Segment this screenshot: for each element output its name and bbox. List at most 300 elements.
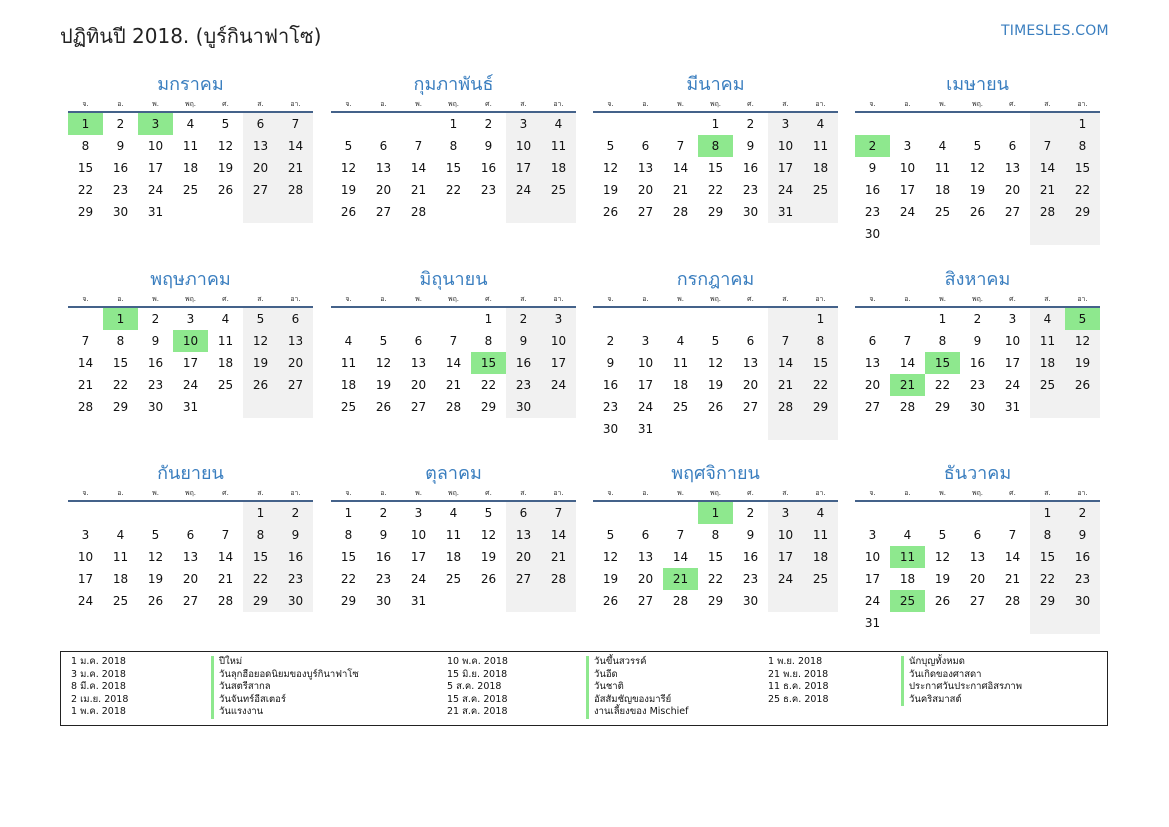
legend-dates-col-3 bbox=[768, 656, 829, 706]
day-cell: 23 bbox=[742, 183, 759, 197]
day-cell: 4 bbox=[221, 312, 230, 326]
day-cell: 30 bbox=[375, 594, 392, 608]
day-cell: 23 bbox=[864, 205, 881, 219]
holiday-day-cell: 25 bbox=[890, 590, 925, 612]
day-cell: 8 bbox=[484, 334, 493, 348]
empty-cell bbox=[890, 113, 925, 135]
day-cell: 27 bbox=[637, 594, 654, 608]
month-name: มกราคม bbox=[157, 74, 224, 95]
day-grid bbox=[855, 308, 1100, 418]
day-cell: 19 bbox=[147, 572, 164, 586]
day-cell: 6 bbox=[973, 528, 982, 542]
holiday-day-cell: 15 bbox=[925, 352, 960, 374]
day-cell: 8 bbox=[711, 528, 720, 542]
day-cell: 6 bbox=[379, 139, 388, 153]
day-cell: 17 bbox=[1004, 356, 1021, 370]
empty-cell bbox=[628, 113, 663, 135]
day-grid bbox=[331, 113, 576, 223]
empty-cell bbox=[278, 201, 313, 223]
day-cell: 18 bbox=[934, 183, 951, 197]
empty-cell bbox=[768, 418, 803, 440]
weekend-day-cell: 5 bbox=[243, 308, 278, 330]
empty-cell bbox=[436, 308, 471, 330]
empty-cell bbox=[1030, 612, 1065, 634]
weekend-day-cell: 13 bbox=[243, 135, 278, 157]
day-cell: 24 bbox=[182, 378, 199, 392]
weekend-day-cell: 7 bbox=[768, 330, 803, 352]
holiday-day-cell: 3 bbox=[138, 113, 173, 135]
month-calendar bbox=[855, 461, 1100, 634]
day-cell: 5 bbox=[344, 139, 353, 153]
legend-holiday-name: วันจันทร์อีสเตอร์ bbox=[211, 694, 359, 707]
weekend-day-cell: 9 bbox=[278, 524, 313, 546]
day-cell: 11 bbox=[672, 356, 689, 370]
weekday-label: ศ. bbox=[747, 100, 754, 108]
day-cell: 19 bbox=[340, 183, 357, 197]
weekday-label: อ. bbox=[117, 100, 124, 108]
weekend-day-cell: 29 bbox=[803, 396, 838, 418]
legend-holiday-name: ปีใหม่ bbox=[211, 656, 359, 669]
day-cell: 6 bbox=[1008, 139, 1017, 153]
day-cell: 30 bbox=[742, 594, 759, 608]
day-cell: 18 bbox=[445, 550, 462, 564]
day-cell: 25 bbox=[672, 400, 689, 414]
day-cell: 2 bbox=[746, 117, 755, 131]
legend-date: 2 เม.ย. 2018 bbox=[71, 693, 129, 705]
day-grid bbox=[68, 113, 313, 223]
day-cell: 3 bbox=[414, 506, 423, 520]
weekend-day-cell: 24 bbox=[541, 374, 576, 396]
empty-cell bbox=[925, 502, 960, 524]
day-cell: 16 bbox=[864, 183, 881, 197]
day-grid bbox=[331, 502, 576, 612]
empty-cell bbox=[960, 612, 995, 634]
weekend-day-cell: 3 bbox=[768, 113, 803, 135]
day-cell: 21 bbox=[672, 183, 689, 197]
weekend-day-cell: 25 bbox=[803, 568, 838, 590]
month-name: พฤศจิกายน bbox=[671, 463, 760, 484]
weekday-label: พ. bbox=[152, 295, 159, 303]
day-cell: 5 bbox=[379, 334, 388, 348]
month-calendar bbox=[593, 267, 838, 440]
day-cell: 26 bbox=[602, 594, 619, 608]
weekend-day-cell: 22 bbox=[243, 568, 278, 590]
weekday-label: อ. bbox=[380, 489, 387, 497]
day-cell: 26 bbox=[340, 205, 357, 219]
legend-holiday-name: ประกาศวันประกาศอิสรภาพ bbox=[901, 681, 1022, 694]
legend-date: 10 พ.ค. 2018 bbox=[447, 656, 508, 667]
day-cell: 14 bbox=[672, 161, 689, 175]
day-cell: 17 bbox=[899, 183, 916, 197]
legend-date: 15 ส.ค. 2018 bbox=[447, 693, 508, 705]
day-cell: 18 bbox=[340, 378, 357, 392]
weekday-header bbox=[593, 487, 838, 502]
day-cell: 26 bbox=[707, 400, 724, 414]
empty-cell bbox=[733, 418, 768, 440]
empty-cell bbox=[506, 590, 541, 612]
day-cell: 8 bbox=[344, 528, 353, 542]
day-cell: 14 bbox=[445, 356, 462, 370]
day-cell: 5 bbox=[973, 139, 982, 153]
day-cell: 6 bbox=[868, 334, 877, 348]
day-cell: 19 bbox=[969, 183, 986, 197]
day-cell: 3 bbox=[903, 139, 912, 153]
day-cell: 7 bbox=[903, 334, 912, 348]
weekend-day-cell: 11 bbox=[541, 135, 576, 157]
empty-cell bbox=[803, 418, 838, 440]
weekday-label: ส. bbox=[1044, 100, 1051, 108]
weekday-label: ส. bbox=[782, 489, 789, 497]
empty-cell bbox=[768, 590, 803, 612]
weekday-label: อ. bbox=[642, 295, 649, 303]
empty-cell bbox=[855, 113, 890, 135]
legend-names-col-3 bbox=[901, 656, 1022, 706]
legend-date: 21 พ.ย. 2018 bbox=[768, 668, 829, 680]
holiday-day-cell: 15 bbox=[471, 352, 506, 374]
day-cell: 13 bbox=[742, 356, 759, 370]
weekend-day-cell: 3 bbox=[768, 502, 803, 524]
day-cell: 8 bbox=[449, 139, 458, 153]
day-cell: 22 bbox=[112, 378, 129, 392]
holiday-day-cell: 2 bbox=[855, 135, 890, 157]
weekend-day-cell: 7 bbox=[541, 502, 576, 524]
legend-holiday-name: วันแรงงาน bbox=[211, 706, 359, 719]
empty-cell bbox=[663, 502, 698, 524]
day-cell: 17 bbox=[182, 356, 199, 370]
weekday-label: จ. bbox=[82, 100, 89, 108]
day-cell: 7 bbox=[81, 334, 90, 348]
weekday-label: ส. bbox=[1044, 489, 1051, 497]
day-cell: 24 bbox=[864, 594, 881, 608]
day-cell: 25 bbox=[182, 183, 199, 197]
empty-cell bbox=[890, 612, 925, 634]
day-cell: 26 bbox=[969, 205, 986, 219]
weekend-day-cell: 2 bbox=[506, 308, 541, 330]
weekend-day-cell: 20 bbox=[506, 546, 541, 568]
day-cell: 6 bbox=[641, 528, 650, 542]
day-cell: 15 bbox=[77, 161, 94, 175]
day-cell: 21 bbox=[445, 378, 462, 392]
empty-cell bbox=[436, 201, 471, 223]
day-cell: 16 bbox=[742, 161, 759, 175]
day-cell: 27 bbox=[182, 594, 199, 608]
weekend-day-cell: 23 bbox=[506, 374, 541, 396]
empty-cell bbox=[331, 113, 366, 135]
day-cell: 22 bbox=[934, 378, 951, 392]
day-cell: 10 bbox=[899, 161, 916, 175]
weekend-day-cell: 6 bbox=[278, 308, 313, 330]
weekend-day-cell: 3 bbox=[506, 113, 541, 135]
legend-date: 1 ม.ค. 2018 bbox=[71, 656, 126, 667]
day-grid bbox=[593, 308, 838, 440]
weekend-day-cell: 29 bbox=[243, 590, 278, 612]
weekday-header bbox=[593, 98, 838, 113]
weekday-label: พ. bbox=[677, 295, 684, 303]
weekday-label: พ. bbox=[415, 100, 422, 108]
weekday-label: จ. bbox=[607, 489, 614, 497]
day-cell: 30 bbox=[147, 400, 164, 414]
day-cell: 6 bbox=[746, 334, 755, 348]
day-cell: 1 bbox=[938, 312, 947, 326]
empty-cell bbox=[138, 502, 173, 524]
day-cell: 4 bbox=[116, 528, 125, 542]
weekday-label: อ. bbox=[380, 100, 387, 108]
day-cell: 24 bbox=[1004, 378, 1021, 392]
day-cell: 30 bbox=[112, 205, 129, 219]
weekend-day-cell: 9 bbox=[1065, 524, 1100, 546]
day-cell: 24 bbox=[637, 400, 654, 414]
day-cell: 23 bbox=[480, 183, 497, 197]
day-cell: 12 bbox=[934, 550, 951, 564]
weekend-day-cell: 23 bbox=[1065, 568, 1100, 590]
weekend-day-cell: 26 bbox=[1065, 374, 1100, 396]
day-cell: 8 bbox=[938, 334, 947, 348]
weekend-day-cell: 15 bbox=[243, 546, 278, 568]
empty-cell bbox=[663, 308, 698, 330]
weekend-day-cell: 16 bbox=[506, 352, 541, 374]
day-cell: 11 bbox=[217, 334, 234, 348]
day-cell: 2 bbox=[746, 506, 755, 520]
weekend-day-cell: 9 bbox=[506, 330, 541, 352]
empty-cell bbox=[68, 502, 103, 524]
day-cell: 7 bbox=[414, 139, 423, 153]
day-cell: 20 bbox=[742, 378, 759, 392]
weekday-label: อ. bbox=[904, 295, 911, 303]
month-name: พฤษภาคม bbox=[150, 269, 231, 290]
weekday-label: อา. bbox=[553, 295, 564, 303]
day-cell: 16 bbox=[480, 161, 497, 175]
weekend-day-cell: 13 bbox=[278, 330, 313, 352]
weekend-day-cell: 4 bbox=[803, 502, 838, 524]
weekday-label: ศ. bbox=[747, 489, 754, 497]
empty-cell bbox=[278, 396, 313, 418]
day-cell: 8 bbox=[81, 139, 90, 153]
weekday-label: พฤ. bbox=[184, 489, 197, 497]
day-cell: 3 bbox=[868, 528, 877, 542]
day-cell: 24 bbox=[410, 572, 427, 586]
empty-cell bbox=[698, 418, 733, 440]
month-name: กุมภาพันธ์ bbox=[413, 74, 494, 95]
legend-dates-col-2 bbox=[447, 656, 508, 719]
day-cell: 29 bbox=[340, 594, 357, 608]
weekend-day-cell: 30 bbox=[1065, 590, 1100, 612]
day-cell: 10 bbox=[77, 550, 94, 564]
day-cell: 31 bbox=[410, 594, 427, 608]
weekday-label: ส. bbox=[520, 295, 527, 303]
holiday-day-cell: 21 bbox=[890, 374, 925, 396]
empty-cell bbox=[768, 308, 803, 330]
day-cell: 15 bbox=[112, 356, 129, 370]
day-cell: 1 bbox=[449, 117, 458, 131]
weekend-day-cell: 10 bbox=[768, 135, 803, 157]
weekend-day-cell: 27 bbox=[506, 568, 541, 590]
day-cell: 26 bbox=[602, 205, 619, 219]
day-cell: 23 bbox=[742, 572, 759, 586]
weekend-day-cell: 1 bbox=[243, 502, 278, 524]
day-cell: 7 bbox=[221, 528, 230, 542]
weekend-day-cell: 8 bbox=[803, 330, 838, 352]
month-name: มิถุนายน bbox=[419, 269, 488, 290]
day-cell: 18 bbox=[899, 572, 916, 586]
weekday-label: พฤ. bbox=[447, 295, 460, 303]
empty-cell bbox=[541, 590, 576, 612]
day-cell: 11 bbox=[112, 550, 129, 564]
day-cell: 27 bbox=[969, 594, 986, 608]
holiday-day-cell: 10 bbox=[173, 330, 208, 352]
day-cell: 26 bbox=[147, 594, 164, 608]
weekend-day-cell: 28 bbox=[278, 179, 313, 201]
weekday-label: พฤ. bbox=[971, 489, 984, 497]
empty-cell bbox=[401, 113, 436, 135]
legend-date: 25 ธ.ค. 2018 bbox=[768, 693, 829, 705]
brand-link[interactable]: TIMESLES.COM bbox=[1001, 23, 1109, 39]
holiday-legend bbox=[60, 651, 1108, 726]
day-cell: 12 bbox=[375, 356, 392, 370]
day-cell: 25 bbox=[112, 594, 129, 608]
weekday-label: อ. bbox=[904, 489, 911, 497]
weekday-label: ศ. bbox=[1009, 100, 1016, 108]
day-cell: 31 bbox=[182, 400, 199, 414]
day-cell: 12 bbox=[602, 550, 619, 564]
weekend-day-cell: 19 bbox=[1065, 352, 1100, 374]
weekend-day-cell: 2 bbox=[1065, 502, 1100, 524]
weekend-day-cell: 21 bbox=[1030, 179, 1065, 201]
day-cell: 18 bbox=[112, 572, 129, 586]
weekday-label: ส. bbox=[520, 489, 527, 497]
empty-cell bbox=[890, 308, 925, 330]
empty-cell bbox=[593, 502, 628, 524]
weekend-day-cell: 8 bbox=[243, 524, 278, 546]
weekend-day-cell: 24 bbox=[506, 179, 541, 201]
day-cell: 12 bbox=[147, 550, 164, 564]
empty-cell bbox=[698, 308, 733, 330]
month-calendar bbox=[68, 267, 313, 418]
empty-cell bbox=[855, 308, 890, 330]
day-cell: 22 bbox=[480, 378, 497, 392]
day-cell: 26 bbox=[217, 183, 234, 197]
day-cell: 13 bbox=[1004, 161, 1021, 175]
weekday-label: พฤ. bbox=[709, 100, 722, 108]
weekend-day-cell: 12 bbox=[1065, 330, 1100, 352]
day-cell: 13 bbox=[969, 550, 986, 564]
holiday-day-cell: 21 bbox=[663, 568, 698, 590]
legend-holiday-name: วันขึ้นสวรรค์ bbox=[586, 656, 688, 669]
month-calendar bbox=[855, 72, 1100, 245]
day-cell: 27 bbox=[864, 400, 881, 414]
empty-cell bbox=[471, 201, 506, 223]
empty-cell bbox=[960, 223, 995, 245]
weekend-day-cell: 1 bbox=[1065, 113, 1100, 135]
day-cell: 3 bbox=[1008, 312, 1017, 326]
weekday-label: จ. bbox=[82, 295, 89, 303]
weekend-day-cell: 17 bbox=[768, 157, 803, 179]
weekend-day-cell: 20 bbox=[243, 157, 278, 179]
weekday-label: จ. bbox=[345, 489, 352, 497]
weekday-header bbox=[68, 98, 313, 113]
weekend-day-cell: 8 bbox=[1065, 135, 1100, 157]
weekday-label: พฤ. bbox=[971, 100, 984, 108]
day-cell: 20 bbox=[969, 572, 986, 586]
day-cell: 14 bbox=[899, 356, 916, 370]
weekday-label: ส. bbox=[257, 295, 264, 303]
legend-date: 5 ส.ค. 2018 bbox=[447, 681, 502, 693]
weekday-label: พฤ. bbox=[447, 100, 460, 108]
weekend-day-cell: 30 bbox=[278, 590, 313, 612]
holiday-day-cell: 11 bbox=[890, 546, 925, 568]
weekend-day-cell: 7 bbox=[278, 113, 313, 135]
day-cell: 23 bbox=[147, 378, 164, 392]
day-cell: 25 bbox=[340, 400, 357, 414]
weekday-header bbox=[593, 293, 838, 308]
day-cell: 14 bbox=[1004, 550, 1021, 564]
day-cell: 26 bbox=[934, 594, 951, 608]
day-cell: 5 bbox=[711, 334, 720, 348]
empty-cell bbox=[1030, 113, 1065, 135]
legend-holiday-name: วันเกิดของศาสดา bbox=[901, 669, 1022, 682]
weekday-label: อา. bbox=[553, 100, 564, 108]
weekday-label: จ. bbox=[607, 100, 614, 108]
weekend-day-cell: 25 bbox=[541, 179, 576, 201]
empty-cell bbox=[506, 201, 541, 223]
weekday-label: ศ. bbox=[1009, 489, 1016, 497]
day-cell: 16 bbox=[602, 378, 619, 392]
weekday-label: จ. bbox=[869, 489, 876, 497]
day-cell: 12 bbox=[707, 356, 724, 370]
legend-date: 1 พ.ย. 2018 bbox=[768, 656, 823, 667]
empty-cell bbox=[663, 113, 698, 135]
day-cell: 27 bbox=[637, 205, 654, 219]
day-cell: 9 bbox=[746, 528, 755, 542]
day-cell: 31 bbox=[147, 205, 164, 219]
day-cell: 25 bbox=[217, 378, 234, 392]
weekend-day-cell: 18 bbox=[803, 546, 838, 568]
weekend-day-cell: 21 bbox=[768, 374, 803, 396]
weekday-label: ศ. bbox=[747, 295, 754, 303]
weekend-day-cell: 14 bbox=[1030, 157, 1065, 179]
day-cell: 11 bbox=[445, 528, 462, 542]
weekday-label: อา. bbox=[1077, 295, 1088, 303]
day-cell: 23 bbox=[602, 400, 619, 414]
weekend-day-cell: 11 bbox=[803, 135, 838, 157]
empty-cell bbox=[960, 502, 995, 524]
day-cell: 31 bbox=[637, 422, 654, 436]
weekday-label: พฤ. bbox=[709, 489, 722, 497]
weekend-day-cell: 11 bbox=[1030, 330, 1065, 352]
day-cell: 7 bbox=[676, 139, 685, 153]
weekday-label: พฤ. bbox=[447, 489, 460, 497]
day-cell: 4 bbox=[449, 506, 458, 520]
day-cell: 31 bbox=[1004, 400, 1021, 414]
day-cell: 11 bbox=[934, 161, 951, 175]
day-cell: 14 bbox=[410, 161, 427, 175]
day-grid bbox=[855, 113, 1100, 245]
holiday-day-cell: 8 bbox=[698, 135, 733, 157]
day-cell: 27 bbox=[742, 400, 759, 414]
day-cell: 12 bbox=[480, 528, 497, 542]
weekend-day-cell: 18 bbox=[541, 157, 576, 179]
weekend-day-cell: 27 bbox=[278, 374, 313, 396]
day-cell: 7 bbox=[676, 528, 685, 542]
weekend-day-cell: 1 bbox=[803, 308, 838, 330]
weekday-label: พ. bbox=[939, 489, 946, 497]
weekend-day-cell: 22 bbox=[803, 374, 838, 396]
day-cell: 24 bbox=[77, 594, 94, 608]
day-cell: 28 bbox=[672, 594, 689, 608]
empty-cell bbox=[663, 418, 698, 440]
empty-cell bbox=[1030, 396, 1065, 418]
month-name: กันยายน bbox=[157, 463, 224, 484]
weekend-day-cell: 2 bbox=[278, 502, 313, 524]
